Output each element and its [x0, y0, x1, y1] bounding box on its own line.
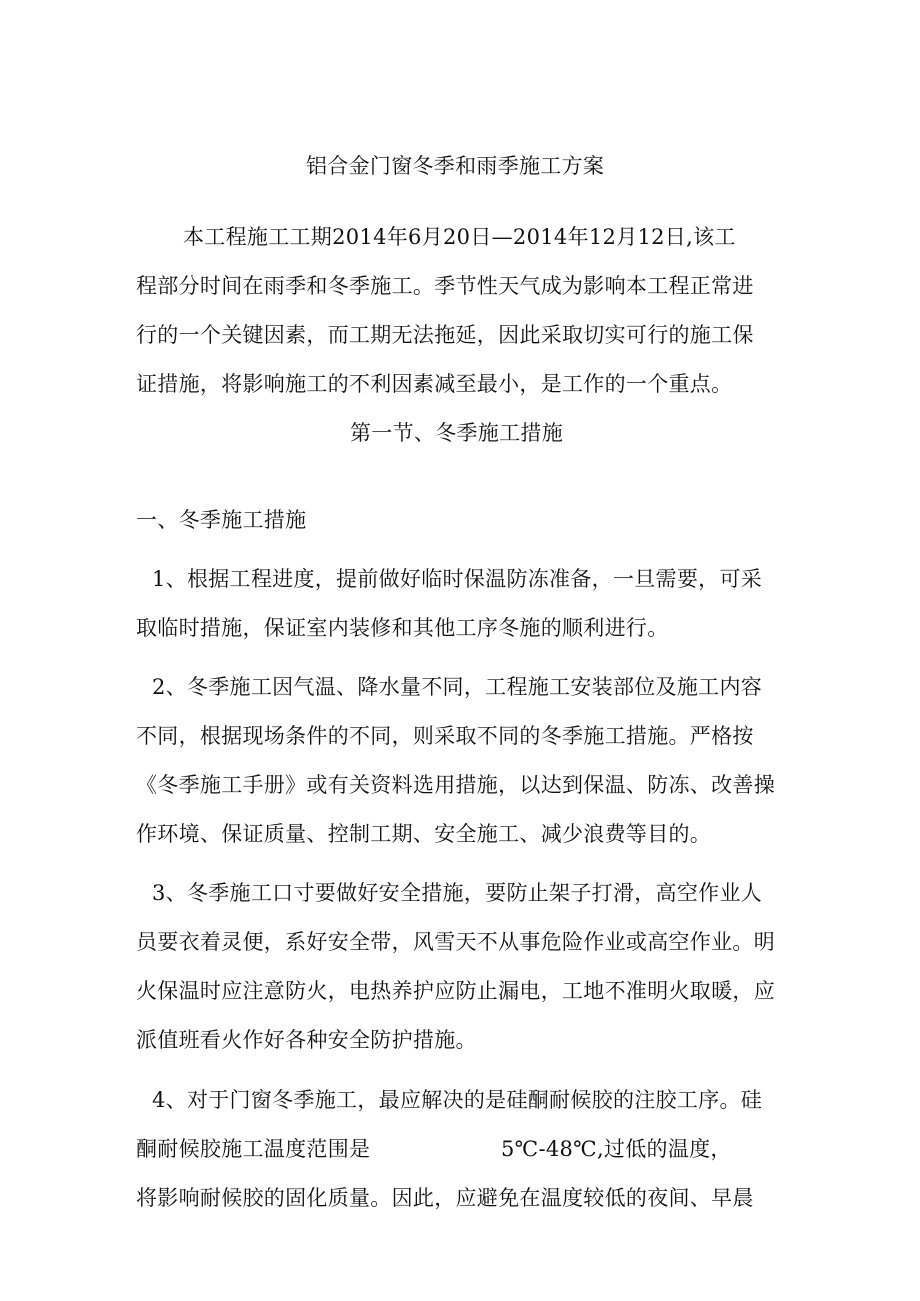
- item-line: 5℃-48℃,过低的温度，: [501, 1137, 732, 1161]
- section-heading: 第一节、冬季施工措施: [350, 421, 563, 445]
- item-line: 员要衣着灵便，系好安全带，风雪天不从事危险作业或高空作业。明: [136, 930, 775, 954]
- intro-line: 程部分时间在雨季和冬季施工。季节性天气成为影响本工程正常进: [136, 274, 754, 298]
- item-line: 派值班看火作好各种安全防护措施。: [136, 1028, 477, 1052]
- intro-line: 本工程施工工期2014年6月20日—2014年12月12日,该工: [183, 225, 736, 249]
- item-line: 不同，根据现场条件的不同，则采取不同的冬季施工措施。严格按: [136, 724, 754, 748]
- subheading: 一、冬季施工措施: [136, 508, 307, 532]
- item-line: 4、对于门窗冬季施工，最应解决的是硅酮耐候胶的注胶工序。硅: [152, 1088, 763, 1112]
- item-line: 1、根据工程进度，提前做好临时保温防冻准备，一旦需要，可采: [152, 567, 763, 591]
- item-line: 酮耐候胶施工温度范围是: [136, 1137, 371, 1161]
- item-line: 取临时措施，保证室内装修和其他工序冬施的顺利进行。: [136, 616, 669, 640]
- item-line: 2、冬季施工因气温、降水量不同，工程施工安装部位及施工内容: [152, 675, 763, 699]
- intro-line: 证措施，将影响施工的不利因素减至最小，是工作的一个重点。: [136, 372, 733, 396]
- item-line: 将影响耐候胶的固化质量。因此，应避免在温度较低的夜间、早晨: [136, 1186, 754, 1210]
- document-title: 铝合金门窗冬季和雨季施工方案: [306, 154, 605, 178]
- item-line: 火保温时应注意防火，电热养护应防止漏电，工地不准明火取暖，应: [136, 979, 775, 1003]
- item-line: 《冬季施工手册》或有关资料选用措施，以达到保温、防冻、改善操: [136, 773, 775, 797]
- intro-line: 行的一个关键因素，而工期无法拖延，因此采取切实可行的施工保: [136, 323, 754, 347]
- item-line: 作环境、保证质量、控制工期、安全施工、减少浪费等目的。: [136, 822, 712, 846]
- item-line: 3、冬季施工口寸要做好安全措施，要防止架子打滑，高空作业人: [152, 881, 763, 905]
